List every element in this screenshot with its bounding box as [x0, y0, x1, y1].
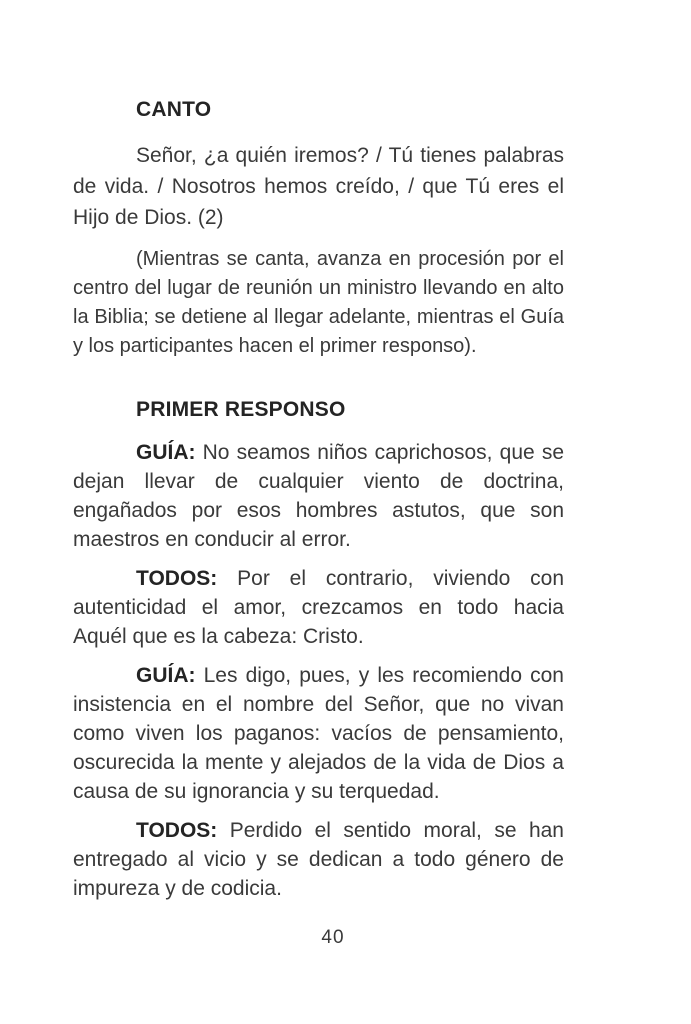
speaker-label-guia: GUÍA:	[136, 664, 196, 687]
dialogue-text: Perdido el sentido moral, se han entregado al vicio y se dedican a todo género de impureza y de codicia.	[73, 819, 564, 900]
canto-rubric: (Mientras se canta, avanza en procesión por el centro del lugar de reunión un ministro llevando en alto la Biblia; se detiene al llegar adelante, mientras el Guía y los participantes hacen el primer responso).	[73, 248, 564, 357]
speaker-label-guia: GUÍA:	[136, 441, 196, 464]
dialogue-paragraph	[73, 661, 564, 806]
dialogue-text: No seamos niños caprichosos, que se dejan llevar de cualquier viento de doctrina, engañados por esos hombres astutos, que son maestros en conducir al error.	[73, 441, 564, 551]
canto-verse: Señor, ¿a quién iremos? / Tú tienes palabras de vida. / Nosotros hemos creído, / que Tú eres el Hijo de Dios. (2)	[73, 144, 564, 229]
canto-heading: CANTO	[136, 98, 212, 121]
speaker-label-todos: TODOS:	[136, 819, 218, 842]
page-number: 40	[321, 927, 345, 948]
text-column	[73, 95, 564, 913]
speaker-label-todos: TODOS:	[136, 567, 218, 590]
dialogue-text: Por el contrario, viviendo con autenticidad el amor, crezcamos en todo hacia Aquél que es la cabeza: Cristo.	[73, 567, 564, 648]
primer-responso-heading: PRIMER RESPONSO	[136, 398, 346, 421]
dialogue-paragraph	[73, 564, 564, 651]
dialogue-text: Les digo, pues, y les recomiendo con insistencia en el nombre del Señor, que no vivan como viven los paganos: vacíos de pensamiento, oscurecida la mente y alejados de la vida de Dios a causa de su ignorancia y su terquedad.	[73, 664, 564, 803]
dialogue-paragraph	[73, 816, 564, 903]
dialogue-paragraph	[73, 438, 564, 554]
